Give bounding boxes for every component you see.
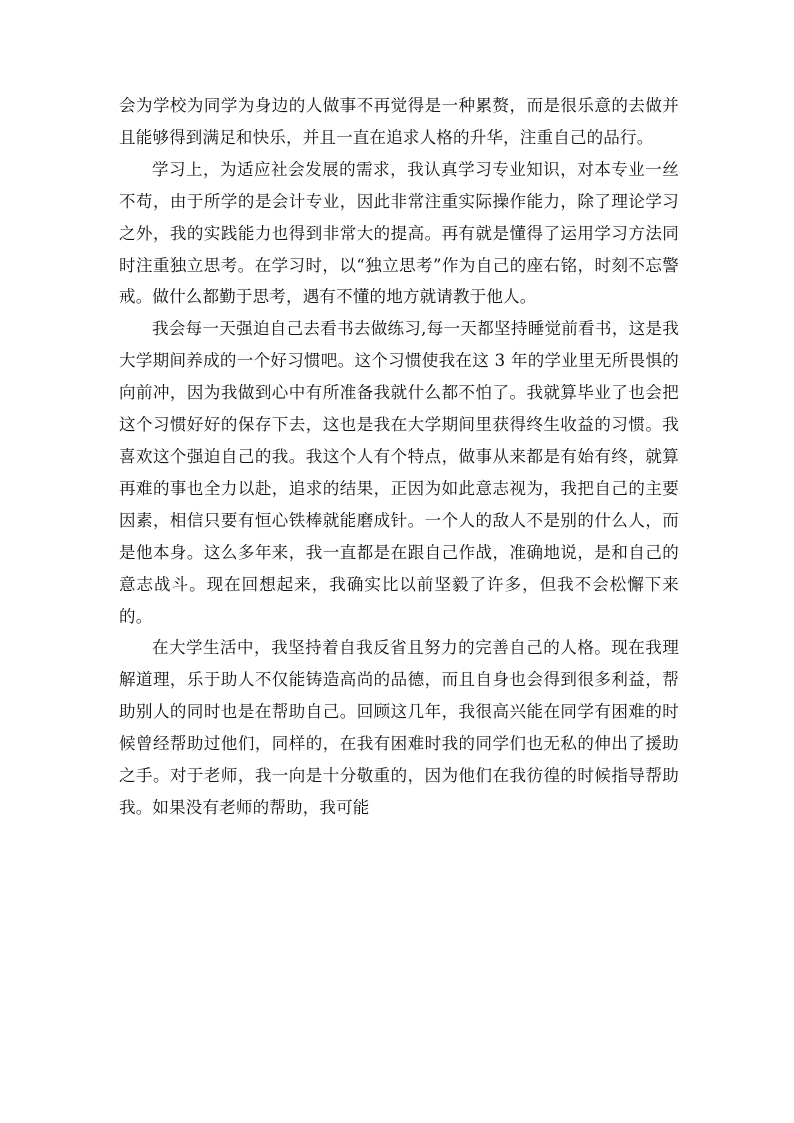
paragraph-2: 学习上，为适应社会发展的需求，我认真学习专业知识，对本专业一丝不苟，由于所学的是会计专业，因此非常注重实际操作能力，除了理论学习之外，我的实践能力也得到非常大的提高。再有就是懂得了运用学习方法同时注重独立思考。在学习时，以“独立思考”作为自己的座右铭，时刻不忘警戒。做什么都勤于思考，遇有不懂的地方就请教于他人。: [119, 159, 679, 307]
paragraph-3: 我会每一天强迫自己去看书去做练习,每一天都坚持睡觉前看书，这是我大学期间养成的一个好习惯吧。这个习惯使我在这 3 年的学业里无所畏惧的向前冲，因为我做到心中有所准备我就什么都不怕了。我就算毕业了也会把这个习惯好好的保存下去，这也是我在大学期间里获得终生收益的习惯。我喜欢这个强迫自己的我。我这个人有个特点，做事从来都是有始有终，就算再难的事也全力以赴，追求的结果，正因为如此意志视为，我把自己的主要因素，相信只要有恒心铁棒就能磨成针。一个人的敌人不是别的什么人，而是他本身。这么多年来，我一直都是在跟自己作战，准确地说，是和自己的意志战斗。现在回想起来，我确实比以前坚毅了许多，但我不会松懈下来的。: [119, 319, 679, 626]
paragraph-4: 在大学生活中，我坚持着自我反省且努力的完善自己的人格。现在我理解道理，乐于助人不仅能铸造高尚的品德，而且自身也会得到很多利益，帮助别人的同时也是在帮助自己。回顾这几年，我很高兴能在同学有困难的时候曾经帮助过他们，同样的，在我有困难时我的同学们也无私的伸出了援助之手。对于老师，我一向是十分敬重的，因为他们在我彷徨的时候指导帮助我。如果没有老师的帮助，我可能: [119, 638, 679, 817]
document-body: [119, 90, 679, 824]
paragraph-1: 会为学校为同学为身边的人做事不再觉得是一种累赘，而是很乐意的去做并且能够得到满足和快乐，并且一直在追求人格的升华，注重自己的品行。: [119, 96, 679, 147]
